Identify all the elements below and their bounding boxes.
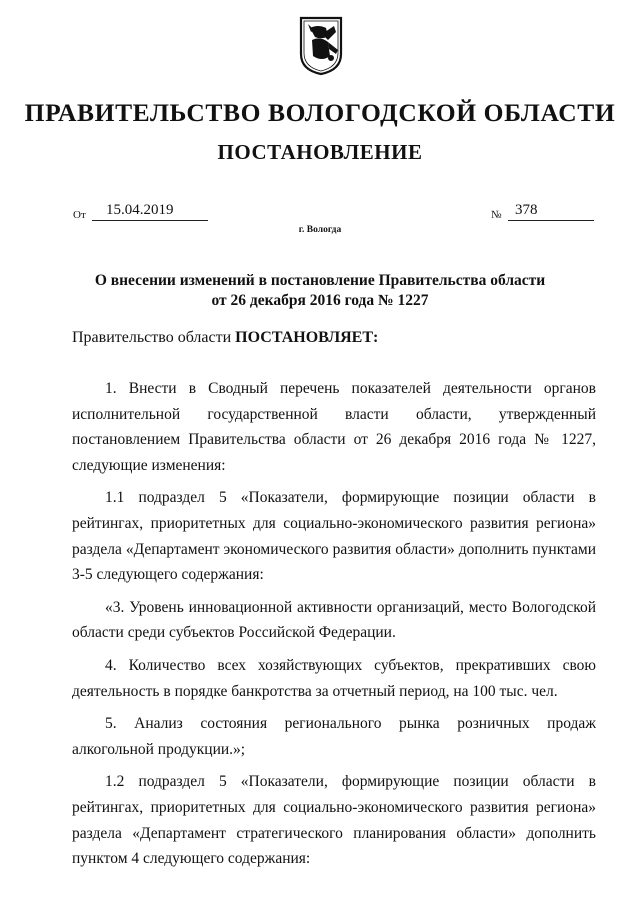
number-label: № xyxy=(491,209,502,221)
subject-line-2: от 26 декабря 2016 года № 1227 xyxy=(211,292,429,309)
paragraph-1-1: 1.1 подраздел 5 «Показатели, формирующие позиции области в рейтингах, приоритетных для социально-экономического развития региона» раздела «Департамент экономического развития области» дополнить пунктами 3-5 следующего содержания: xyxy=(72,489,596,584)
paragraph-item-5: 5. Анализ состояния регионального рынка розничных продаж алкогольной продукции.»; xyxy=(72,715,596,758)
preamble-verb: ПОСТАНОВЛЯЕТ: xyxy=(235,329,379,346)
subject-line-1: О внесении изменений в постановление Правительства области xyxy=(94,272,546,289)
paragraph-item-4: 4. Количество всех хозяйствующих субъектов, прекративших свою деятельность в порядке банкротства за отчетный период, на 100 тыс. чел. xyxy=(72,656,596,700)
document-subject xyxy=(60,271,580,311)
document-body xyxy=(72,376,596,879)
preamble xyxy=(72,329,378,347)
paragraph-1: 1. Внести в Сводный перечень показателей деятельности органов исполнительной государственной власти области, утвержденный постановлением Правительства области от 26 декабря 2016 года № 1227, следующие изменения: xyxy=(72,380,596,474)
date-value: 15.04.2019 xyxy=(92,200,208,221)
date-label: От xyxy=(73,209,86,221)
document-type: ПОСТАНОВЛЕНИЕ xyxy=(217,140,423,164)
city-label: г. Вологда xyxy=(298,225,342,235)
coat-of-arms-icon xyxy=(298,16,344,76)
paragraph-item-3: «3. Уровень инновационной активности организаций, место Вологодской области среди субъектов Российской Федерации. xyxy=(72,598,596,642)
number-value: 378 xyxy=(508,200,594,221)
paragraph-1-2: 1.2 подраздел 5 «Показатели, формирующие позиции области в рейтингах, приоритетных для социально-экономического развития региона» раздела «Департамент стратегического планирования области» дополнить пунктом 4 следующего содержания: xyxy=(72,773,596,868)
preamble-prefix: Правительство области xyxy=(72,329,232,346)
government-title: ПРАВИТЕЛЬСТВО ВОЛОГОДСКОЙ ОБЛАСТИ xyxy=(24,98,616,127)
